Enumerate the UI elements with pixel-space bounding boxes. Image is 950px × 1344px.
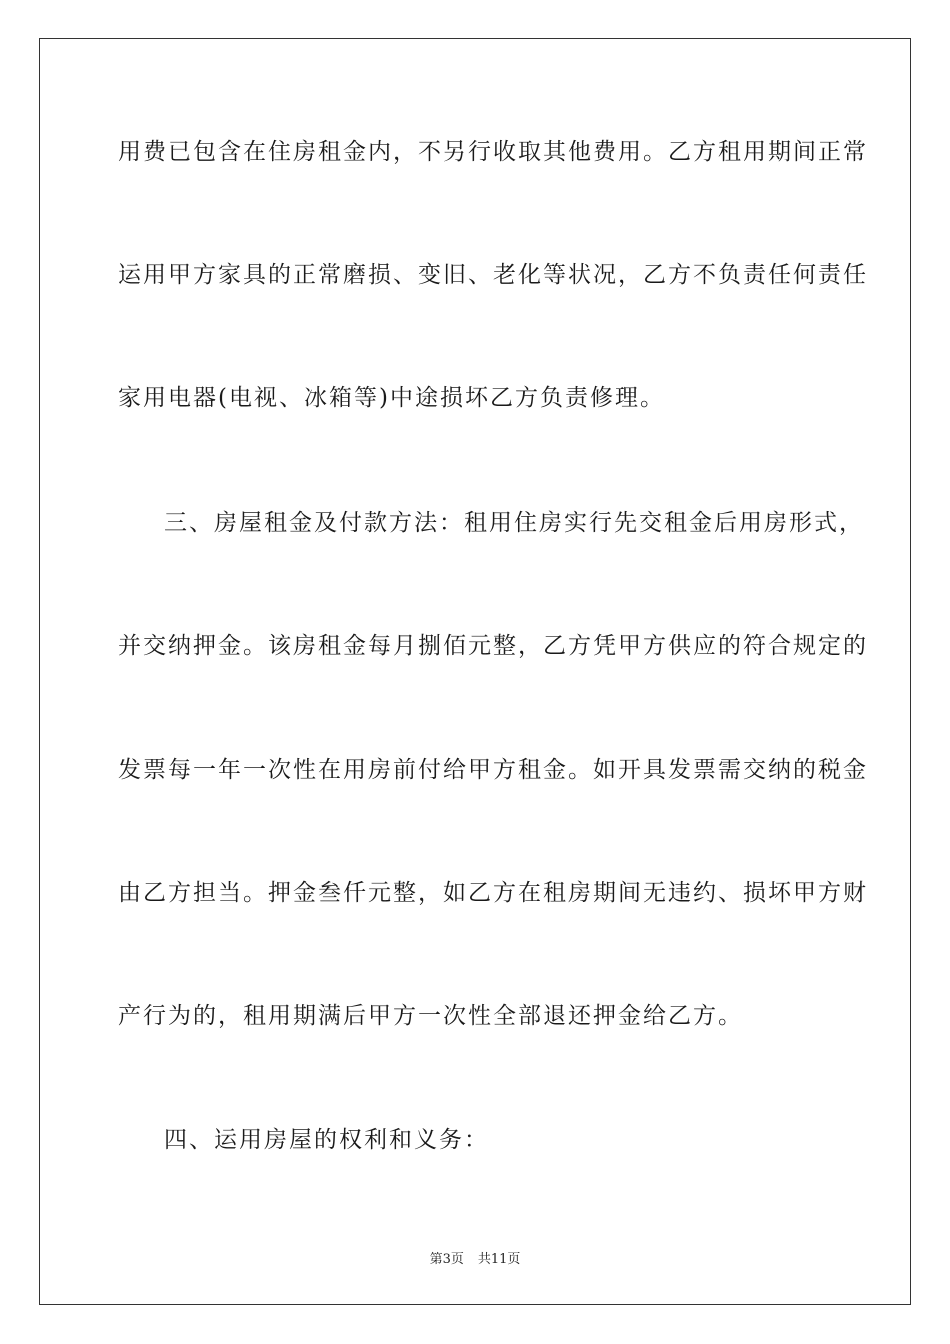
paragraph-line: 由乙方担当。押金叁仟元整，如乙方在租房期间无违约、损坏甲方财	[118, 880, 868, 906]
page-footer	[0, 1248, 950, 1267]
paragraph-line: 产行为的，租用期满后甲方一次性全部退还押金给乙方。	[118, 1003, 743, 1029]
paragraph-line: 发票每一年一次性在用房前付给甲方租金。如开具发票需交纳的税金	[118, 757, 868, 783]
page-border	[39, 38, 911, 1305]
paragraph-line: 用费已包含在住房租金内，不另行收取其他费用。乙方租用期间正常	[118, 139, 868, 165]
section-heading-line: 三、房屋租金及付款方法：租用住房实行先交租金后用房形式，	[164, 510, 864, 536]
total-pages: 共11页	[477, 1252, 521, 1267]
paragraph-line: 运用甲方家具的正常磨损、变旧、老化等状况，乙方不负责任何责任	[118, 262, 868, 288]
paragraph-line: 家用电器(电视、冰箱等)中途损坏乙方负责修理。	[118, 385, 665, 411]
paragraph-line: 并交纳押金。该房租金每月捌佰元整，乙方凭甲方供应的符合规定的	[118, 633, 868, 659]
page-number: 第3页	[429, 1252, 464, 1267]
section-heading-line: 四、运用房屋的权利和义务：	[164, 1127, 489, 1153]
